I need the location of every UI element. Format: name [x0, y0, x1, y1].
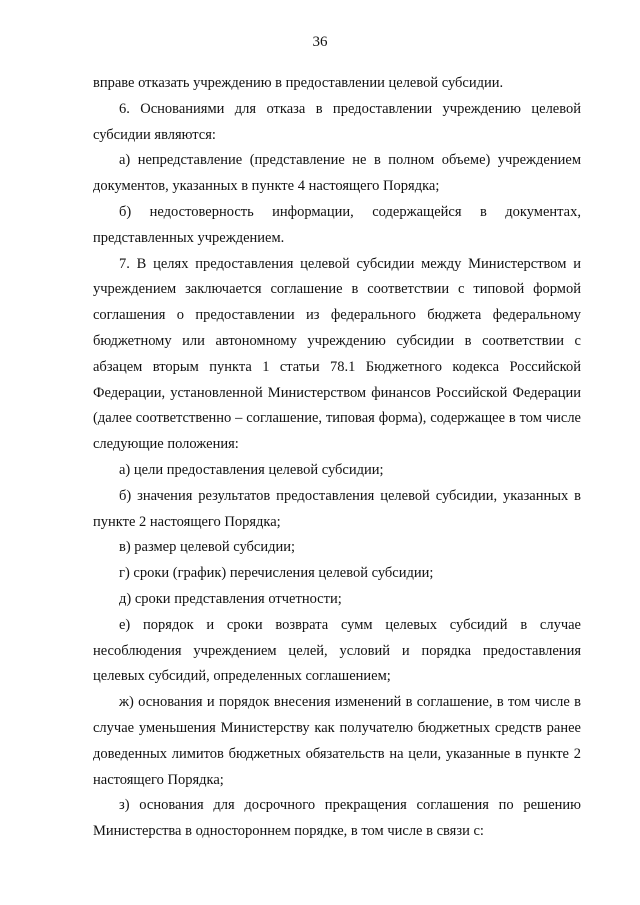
paragraph-item-7e: е) порядок и сроки возврата сумм целевых субсидий в случае несоблюдения учреждением целей, условий и порядка предоставления целевых субсидий, определенных соглашением; — [93, 616, 581, 685]
paragraph-item-7: 7. В целях предоставления целевой субсидии между Министерством и учреждением заключается соглашение в соответствии с типовой формой соглашения о предоставлении из федерального бюджета федеральному бюджетному или автономному учреждению субсидии в соответствии с абзацем вторым пункта 1 статьи 78.1 Бюджетного кодекса Российской Федерации, установленной Министерством финансов Российской Федерации (далее соответственно – соглашение, типовая форма), содержащее в том числе следующие положения: — [93, 255, 581, 453]
paragraph-item-7v: в) размер целевой субсидии; — [119, 539, 296, 556]
paragraph-continuation: вправе отказать учреждению в предоставлении целевой субсидии. — [93, 75, 504, 91]
document-body — [93, 71, 581, 845]
paragraph-item-7zh: ж) основания и порядок внесения изменений в соглашение, в том числе в случае уменьшения Министерству как получателю бюджетных средств ранее доведенных лимитов бюджетных обязательств на цели, указанные в пункте 2 настоящего Порядка; — [93, 694, 581, 788]
paragraph-item-7z: з) основания для досрочного прекращения соглашения по решению Министерства в одностороннем порядке, в том числе в связи с: — [93, 797, 581, 840]
paragraph-item-7a: а) цели предоставления целевой субсидии; — [119, 461, 384, 478]
paragraph-item-7b: б) значения результатов предоставления целевой субсидии, указанных в пункте 2 настоящего Порядка; — [93, 487, 581, 530]
paragraph-item-6b: б) недостоверность информации, содержащейся в документах, представленных учреждением. — [93, 203, 581, 246]
paragraph-item-7d: д) сроки представления отчетности; — [119, 590, 342, 607]
paragraph-item-6a: а) непредставление (представление не в полном объеме) учреждением документов, указанных в пункте 4 настоящего Порядка; — [93, 152, 581, 195]
paragraph-item-6: 6. Основаниями для отказа в предоставлении учреждению целевой субсидии являются: — [93, 100, 581, 143]
page-number: 36 — [312, 34, 328, 50]
paragraph-item-7g: г) сроки (график) перечисления целевой субсидии; — [119, 565, 434, 582]
